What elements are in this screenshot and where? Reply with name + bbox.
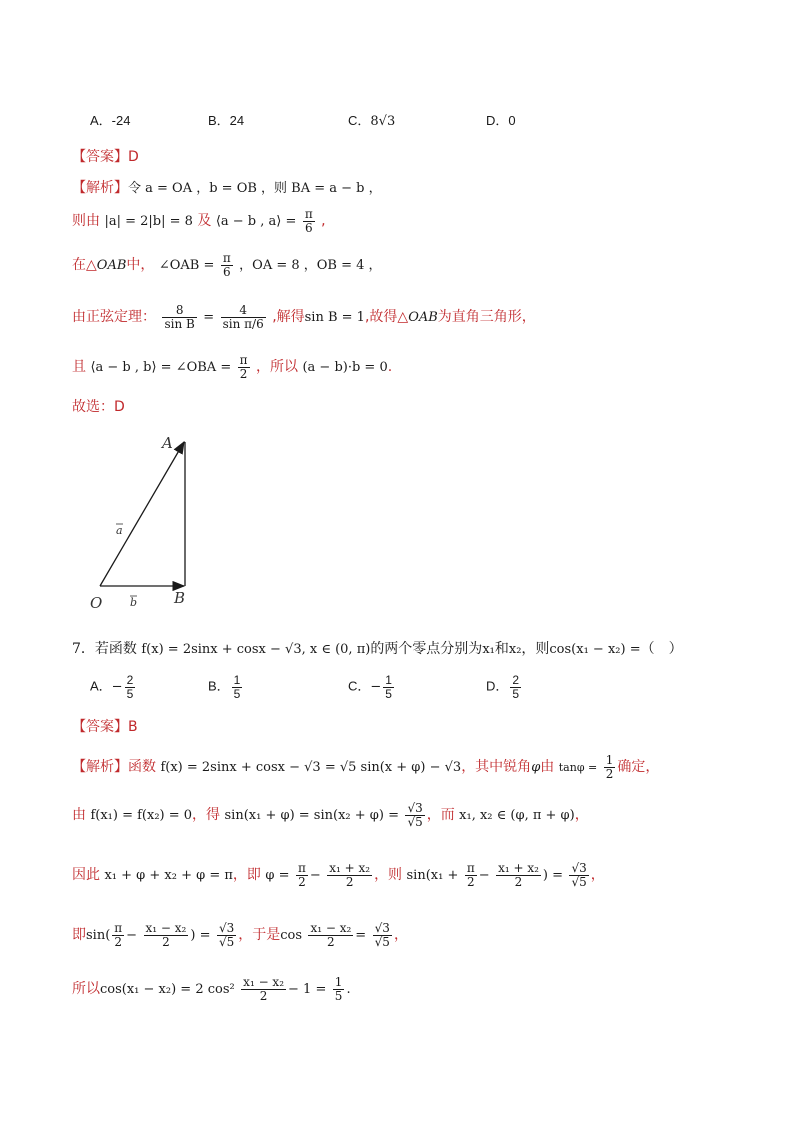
math-expr: cos(x₁ − x₂) = [549,642,641,657]
q7-analysis-line-1 [72,754,659,780]
answer-tag: 【答案】 [72,719,128,735]
question-7-stem [72,638,683,658]
text-fragment: ，即 [232,867,261,884]
fraction [221,304,266,330]
math-expr: sin(x₁ + φ) = sin(x₂ + φ) = [224,808,399,824]
fraction [303,208,315,234]
math-expr: ) = [190,928,211,944]
text-fragment: 即 [72,927,86,944]
math-expr: ，OA = 8 ，OB = 4 ， [239,258,382,274]
analysis-tag: 【解析】 [72,759,128,776]
q7-analysis-line-3 [72,862,605,888]
fraction [296,862,308,888]
math-expr: tanφ = [558,761,598,775]
text-fragment: 和 [494,641,509,657]
option-b: B．24 [208,113,245,128]
frac-num: π [304,207,313,221]
option-label: A． [90,678,112,694]
text-fragment: ， [574,807,589,824]
text-fragment: ， [590,867,605,884]
answer-value: B [128,719,138,735]
vector-a-arrow [100,442,184,586]
frac-den: 2 [259,988,268,1003]
answer-value: D [128,149,139,165]
math-expr: − [126,928,138,944]
frac-num: 1 [605,753,614,767]
math-expr: f(x₁) = f(x₂) = 0 [90,808,193,824]
math-expr: ) = [542,868,564,884]
frac-den: 2 [114,934,123,949]
label-o-point: O [90,594,103,612]
frac-den: 5 [126,686,134,701]
frac-num: x₁ + x₂ [498,861,539,875]
math-expr: − 1 = [288,982,327,998]
frac-num: 2 [512,673,520,687]
frac-num: √3 [571,861,587,875]
fraction [308,922,353,948]
frac-den: 2 [466,874,475,889]
math-expr: = [355,928,367,944]
text-fragment: 及 [197,213,212,230]
analysis-line-3 [72,252,382,278]
answer-blank: （ ） [640,641,683,657]
option-label: B． [208,678,230,694]
frac-den: √5 [571,874,587,889]
q7-answer-line [72,716,138,736]
fraction [510,674,521,700]
math-expr: − [478,868,490,884]
frac-den: sin π/6 [222,316,264,331]
option-a: A．-24 [90,113,131,128]
frac-num: 1 [334,975,343,989]
frac-num: x₁ − x₂ [310,921,352,935]
text-fragment: ，则 [521,641,550,657]
analysis-tag: 【解析】 [72,180,128,196]
text-fragment: 的两个零点分别为 [370,641,483,657]
right-triangle-figure [80,430,200,615]
math-expr: ⟨a − b , b⟩ = ∠OBA = [90,360,232,376]
math-expr: cos(x₁ − x₂) = 2 cos² [100,982,235,998]
q7-option-c [348,674,396,700]
frac-num: π [297,861,306,875]
fraction [496,862,541,888]
frac-den: 5 [233,686,241,701]
math-expr: . [346,982,351,998]
frac-den: 2 [514,874,523,889]
text-fragment: , [321,213,326,230]
fraction [144,922,189,948]
frac-num: π [466,861,475,875]
fraction [383,674,394,700]
frac-num: √3 [218,921,235,935]
frac-num: x₁ − x₂ [243,975,285,989]
text-fragment: 由正弦定理： [72,309,156,326]
math-expr: OAB [96,258,127,274]
frac-num: 1 [233,673,241,687]
math-expr: ∠OAB = [158,258,215,274]
math-expr: φ = [265,868,290,884]
text-fragment: 函数 [128,759,156,776]
fraction [604,754,616,780]
text-fragment: 中， [126,257,155,274]
label-b-point: B [174,589,186,607]
q7-analysis-line-4 [72,922,408,948]
q7-option-d [486,674,523,700]
math-expr: x₂ [508,642,522,657]
math-expr: = [203,310,215,326]
fraction [217,922,236,948]
frac-num: 8 [162,304,196,318]
q7-option-b [208,674,244,700]
frac-den: √5 [218,934,235,949]
label-a-point: A [162,434,173,452]
label-vector-a: a [116,524,123,537]
math-expr: x₁, x₂ ∈ (φ, π + φ) [459,808,575,824]
frac-den: 5 [512,686,520,701]
fraction [112,922,124,948]
frac-num: 4 [221,304,266,318]
text-fragment: 为直角三角形， [437,309,536,326]
frac-num: √3 [407,801,423,815]
fraction [221,252,233,278]
text-fragment: ,故得△ [364,309,409,326]
text-fragment: 由 [72,807,86,824]
fraction [465,862,477,888]
math-expr: cos [280,928,302,944]
math-expr: |a| = 2|b| = 8 [104,214,193,230]
math-expr: x₁ + φ + x₂ + φ = π [104,868,233,884]
frac-den: 6 [222,264,231,279]
text-fragment: . [387,359,393,376]
analysis-line-1 [72,177,382,197]
option-label: D． [486,678,509,694]
text-fragment: ，得 [192,807,221,824]
text-fragment: ,解得 [272,309,305,326]
analysis-line-2 [72,208,326,234]
fraction [333,976,345,1002]
answer-line [72,146,139,166]
frac-num: 2 [126,673,134,687]
text-fragment: 所以 [72,981,100,998]
frac-den: 5 [334,988,343,1003]
function-expr: f(x) = 2sinx + cosx − √3, x ∈ (0, π) [141,642,371,657]
q7-option-a [90,674,137,700]
frac-den: 2 [605,766,614,781]
answer-tag: 【答案】 [72,149,128,165]
q7-analysis-line-2 [72,802,589,828]
fraction [232,674,243,700]
math-expr: sin( [86,928,111,944]
text-fragment: ，则 [374,867,403,884]
text-fragment: ，而 [426,807,455,824]
math-expr: x₁ [482,642,495,657]
fraction [405,802,424,828]
frac-den: √5 [374,934,390,949]
fraction [241,976,286,1002]
math-expr: (a − b)·b = 0 [302,360,388,376]
frac-den: 6 [304,220,313,235]
option-d: D．0 [486,113,516,128]
math-expr: − [309,868,321,884]
vector-definition: 令 a = OA ，b = OB ，则 BA = a − b ， [128,181,382,196]
q7-analysis-line-5 [72,976,351,1002]
text-fragment: 且 [72,359,86,376]
analysis-line-4 [72,304,536,330]
text-fragment: ， [393,927,408,944]
option-label: C． [348,678,371,694]
frac-den: 2 [239,366,248,381]
fraction [327,862,372,888]
fraction [125,674,136,700]
math-expr: sin(x₁ + [406,868,459,884]
conclusion-line [72,396,125,416]
frac-den: 2 [327,934,335,949]
option-sign: − [370,679,382,695]
option-c-value: 8√3 [370,114,396,129]
text-fragment: 由 [540,759,555,776]
math-expr: sin B = 1 [304,310,365,326]
frac-num: π [114,921,123,935]
frac-num: π [222,251,231,265]
text-fragment: ，其中锐角 [461,759,532,776]
math-expr: φ [531,760,541,776]
label-vector-b: b [130,596,138,609]
frac-num: x₁ − x₂ [145,921,187,935]
frac-num: √3 [374,921,390,935]
analysis-line-5 [72,354,392,380]
question-number: 7．若函数 [72,641,137,657]
fraction [373,922,392,948]
frac-den: 2 [298,874,306,889]
frac-den: 2 [345,874,354,889]
frac-den: √5 [407,814,423,829]
frac-num: x₁ + x₂ [329,861,371,875]
math-expr: f(x) = 2sinx + cosx − √3 = √5 sin(x + φ) − √3 [160,760,462,776]
frac-den: 2 [162,934,170,949]
option-sign: − [111,679,123,695]
frac-den: sin B [164,316,195,331]
fraction [162,304,196,330]
frac-num: 1 [385,673,392,687]
option-c [348,110,395,129]
text-fragment: ，于是 [238,927,281,944]
fraction [569,862,588,888]
option-c-label: C． [348,113,371,128]
text-fragment: 在△ [72,257,97,274]
conclusion-text: 故选：D [72,399,125,415]
text-fragment: ，所以 [256,359,299,376]
text-fragment: 确定， [617,759,660,776]
math-expr: ⟨a − b , a⟩ = [215,214,297,230]
frac-num: π [239,353,248,367]
math-expr: OAB [408,310,438,326]
text-fragment: 则由 [72,213,100,230]
text-fragment: 因此 [72,867,100,884]
frac-den: 5 [385,686,392,701]
fraction [238,354,250,380]
